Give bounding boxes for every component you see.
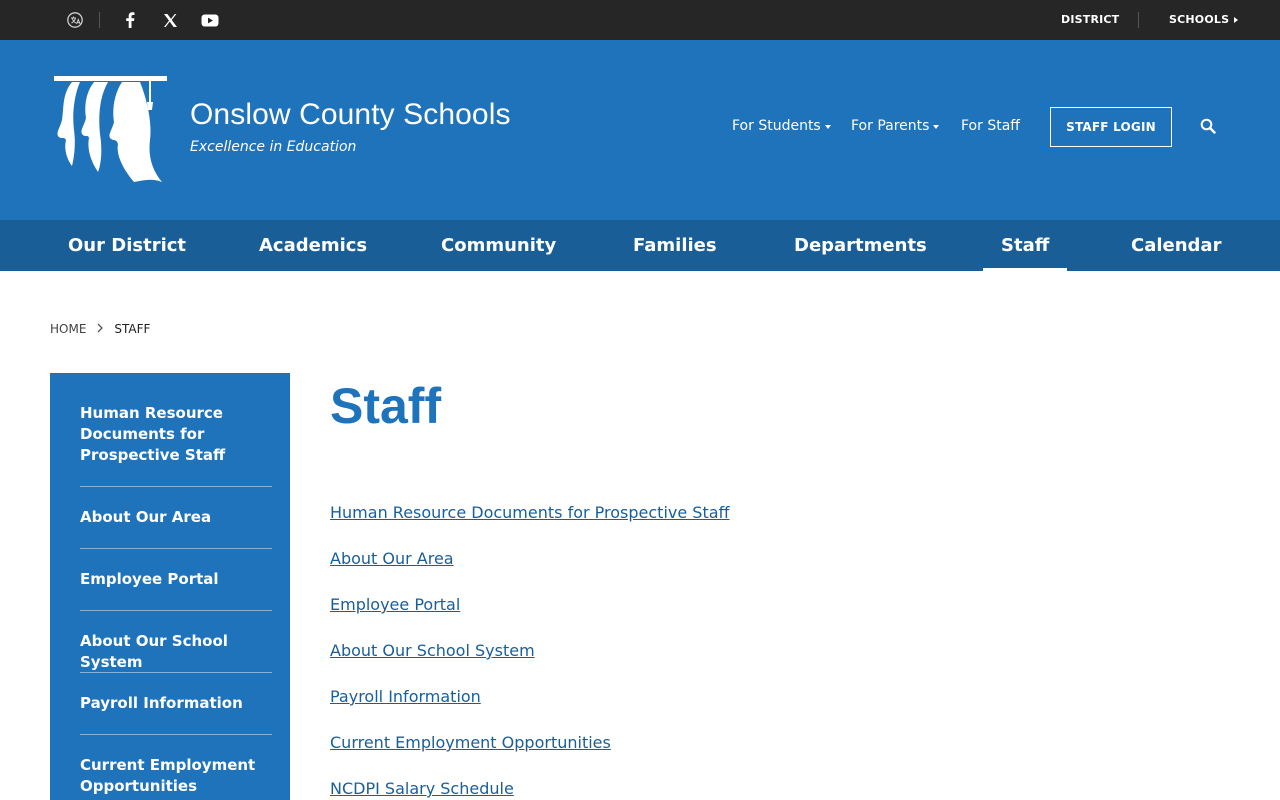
main-navigation (0, 220, 1280, 271)
caret-right-icon (1234, 17, 1238, 23)
facebook-icon[interactable] (120, 10, 140, 30)
nav-calendar[interactable]: Calendar (1131, 235, 1222, 256)
sidebar-item-hr-documents[interactable]: Human Resource Documents for Prospective Staff (80, 404, 226, 464)
sidebar-divider (80, 486, 272, 487)
nav-families[interactable]: Families (633, 235, 717, 256)
link-about-area[interactable]: About Our Area (330, 549, 454, 568)
sidebar-item-payroll[interactable]: Payroll Information (80, 694, 243, 712)
link-employee-portal[interactable]: Employee Portal (330, 595, 461, 614)
topbar-divider (99, 12, 100, 28)
staff-login-button[interactable]: STAFF LOGIN (1050, 107, 1172, 147)
sidebar-divider (80, 610, 272, 611)
search-icon[interactable] (1200, 118, 1220, 138)
breadcrumb-home[interactable]: HOME (50, 322, 87, 336)
district-logo[interactable] (52, 74, 170, 186)
breadcrumb-current: STAFF (114, 322, 151, 336)
for-parents-menu[interactable] (851, 118, 939, 134)
breadcrumb (50, 322, 150, 336)
sidebar-item-about-area[interactable]: About Our Area (80, 508, 212, 526)
site-title[interactable]: Onslow County Schools (190, 98, 511, 131)
caret-down-icon (933, 125, 939, 129)
link-payroll[interactable]: Payroll Information (330, 687, 481, 706)
link-salary-schedule[interactable]: NCDPI Salary Schedule (330, 779, 514, 798)
link-hr-documents[interactable]: Human Resource Documents for Prospective Staff (330, 503, 730, 522)
sidebar-divider (80, 672, 272, 673)
nav-staff[interactable]: Staff (1001, 220, 1049, 271)
link-school-system[interactable]: About Our School System (330, 641, 535, 660)
nav-community[interactable]: Community (441, 235, 557, 256)
district-link[interactable]: DISTRICT (1061, 13, 1120, 26)
nav-our-district[interactable]: Our District (68, 235, 187, 256)
schools-label: SCHOOLS (1169, 13, 1230, 26)
nav-departments[interactable]: Departments (794, 235, 927, 256)
link-employment[interactable]: Current Employment Opportunities (330, 733, 611, 752)
schools-menu[interactable] (1169, 13, 1238, 26)
sidebar-divider (80, 734, 272, 735)
x-twitter-icon[interactable] (160, 10, 180, 30)
nav-academics[interactable]: Academics (259, 235, 368, 256)
site-tagline: Excellence in Education (190, 139, 357, 155)
sidebar-item-employment[interactable]: Current Employment Opportunities (80, 756, 256, 795)
sidebar (50, 373, 290, 800)
caret-down-icon (825, 125, 831, 129)
chevron-right-icon (96, 322, 104, 336)
for-staff-label: For Staff (961, 118, 1020, 134)
sidebar-item-school-system[interactable]: About Our School System (80, 632, 228, 671)
site-header (0, 40, 1280, 220)
page-title: Staff (330, 378, 442, 434)
for-students-menu[interactable] (732, 118, 831, 134)
topbar-divider (1138, 12, 1139, 28)
sidebar-item-employee-portal[interactable]: Employee Portal (80, 570, 219, 588)
youtube-icon[interactable] (200, 10, 220, 30)
for-students-label: For Students (732, 118, 821, 134)
translate-icon[interactable] (65, 10, 85, 30)
sidebar-divider (80, 548, 272, 549)
for-staff-link[interactable] (961, 118, 1020, 134)
utility-bar (0, 0, 1280, 40)
for-parents-label: For Parents (851, 118, 930, 134)
